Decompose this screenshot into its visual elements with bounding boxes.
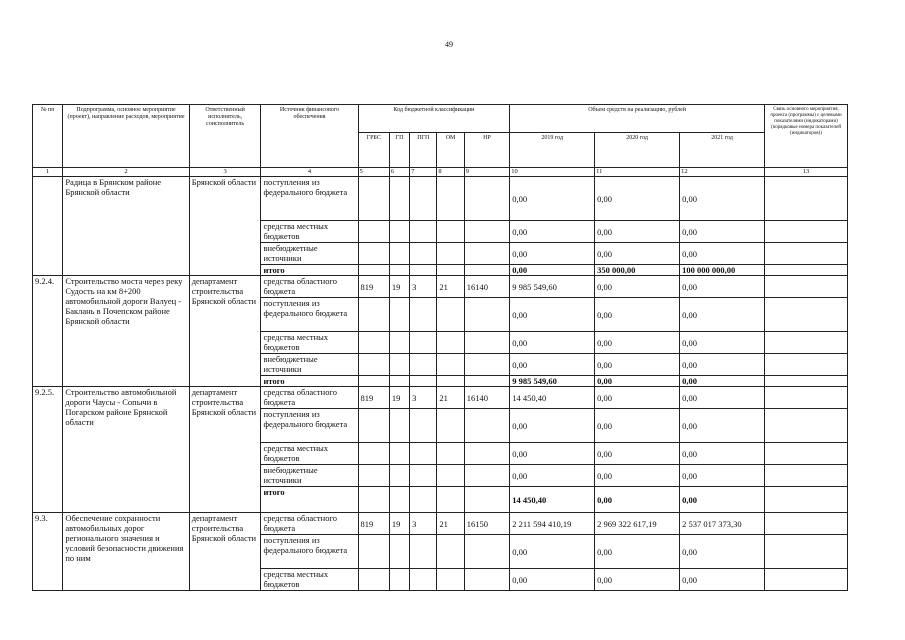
code-pgp [410, 243, 437, 265]
code-om [437, 298, 464, 332]
header-om: ОМ [437, 133, 464, 168]
item-name: Строительство автомобильной дороги Чаусы - Сопычи в Погарском районе Брянской области [63, 387, 189, 513]
item-number [33, 177, 63, 276]
header-2019: 2019 год [510, 133, 595, 168]
header-source: Источник финансового обеспечения [261, 105, 358, 168]
header-2021: 2021 год [680, 133, 765, 168]
amount-y2020: 0,00 [595, 243, 680, 265]
amount-y2021: 0,00 [680, 465, 765, 487]
amount-y2019: 14 450,40 [510, 487, 595, 513]
code-nr [464, 535, 510, 569]
code-nr: 16140 [464, 276, 510, 298]
code-pgp: 3 [410, 276, 437, 298]
code-nr [464, 443, 510, 465]
item-number: 9.2.5. [33, 387, 63, 513]
amount-y2019: 2 211 594 410,19 [510, 513, 595, 535]
amount-y2020: 0,00 [595, 298, 680, 332]
amount-y2021: 0,00 [680, 354, 765, 376]
funding-source: итого [261, 376, 358, 387]
col-number: 5 [358, 168, 389, 177]
table-header [33, 105, 848, 177]
code-grbs [358, 265, 389, 276]
amount-y2020: 350 000,00 [595, 265, 680, 276]
code-gp [389, 465, 409, 487]
amount-y2021: 0,00 [680, 298, 765, 332]
header-pgp: ПГП [410, 133, 437, 168]
amount-y2021: 0,00 [680, 409, 765, 443]
amount-y2021: 100 000 000,00 [680, 265, 765, 276]
amount-y2019: 9 985 549,60 [510, 376, 595, 387]
code-nr [464, 354, 510, 376]
code-gp [389, 487, 409, 513]
col-number: 12 [680, 168, 765, 177]
indicator-link [765, 387, 848, 409]
amount-y2020: 0,00 [595, 569, 680, 591]
funding-source: средства областного бюджета [261, 513, 358, 535]
amount-y2020: 0,00 [595, 276, 680, 298]
funding-source: внебюджетные источники [261, 354, 358, 376]
code-gp [389, 409, 409, 443]
table-row [33, 276, 848, 298]
code-gp: 19 [389, 276, 409, 298]
table-body [33, 177, 848, 591]
table-row [33, 513, 848, 535]
code-nr [464, 487, 510, 513]
code-gp [389, 298, 409, 332]
code-gp [389, 376, 409, 387]
code-gp [389, 177, 409, 221]
amount-y2021: 0,00 [680, 221, 765, 243]
code-grbs [358, 243, 389, 265]
code-nr [464, 243, 510, 265]
amount-y2021: 0,00 [680, 243, 765, 265]
code-gp [389, 221, 409, 243]
code-om [437, 332, 464, 354]
code-om [437, 221, 464, 243]
code-nr [464, 376, 510, 387]
funding-source: средства областного бюджета [261, 276, 358, 298]
item-executor: департамент строительства Брянской области [189, 513, 261, 591]
code-gp [389, 443, 409, 465]
code-gp [389, 354, 409, 376]
col-number: 8 [437, 168, 464, 177]
code-pgp [410, 569, 437, 591]
amount-y2020: 0,00 [595, 354, 680, 376]
indicator-link [765, 569, 848, 591]
amount-y2020: 0,00 [595, 443, 680, 465]
funding-source: итого [261, 487, 358, 513]
item-executor: департамент строительства Брянской области [189, 276, 261, 387]
code-nr [464, 332, 510, 354]
header-grbs: ГРБС [358, 133, 389, 168]
code-om [437, 443, 464, 465]
amount-y2021: 2 537 017 373,30 [680, 513, 765, 535]
code-nr [464, 465, 510, 487]
amount-y2019: 0,00 [510, 332, 595, 354]
indicator-link [765, 465, 848, 487]
header-budget-code: Код бюджетной классификации [358, 105, 510, 133]
amount-y2019: 0,00 [510, 535, 595, 569]
code-pgp: 3 [410, 513, 437, 535]
code-grbs [358, 376, 389, 387]
code-grbs [358, 569, 389, 591]
amount-y2021: 0,00 [680, 443, 765, 465]
funding-source: средства местных бюджетов [261, 443, 358, 465]
code-nr [464, 221, 510, 243]
amount-y2021: 0,00 [680, 177, 765, 221]
indicator-link [765, 177, 848, 221]
col-number: 3 [189, 168, 261, 177]
amount-y2020: 0,00 [595, 376, 680, 387]
code-om [437, 535, 464, 569]
funding-source: поступления из федерального бюджета [261, 535, 358, 569]
budget-table [32, 104, 848, 591]
col-number: 1 [33, 168, 63, 177]
code-gp [389, 265, 409, 276]
code-om [437, 177, 464, 221]
funding-source: поступления из федерального бюджета [261, 298, 358, 332]
code-pgp [410, 409, 437, 443]
amount-y2019: 0,00 [510, 177, 595, 221]
amount-y2020: 0,00 [595, 535, 680, 569]
amount-y2020: 0,00 [595, 177, 680, 221]
item-name: Обеспечение сохранности автомобильных дорог регионального значения и условий безопасности движения по ним [63, 513, 189, 591]
funding-source: поступления из федерального бюджета [261, 409, 358, 443]
code-gp: 19 [389, 513, 409, 535]
indicator-link [765, 298, 848, 332]
code-nr [464, 409, 510, 443]
header-gp: ГП [389, 133, 409, 168]
amount-y2021: 0,00 [680, 569, 765, 591]
code-om [437, 243, 464, 265]
funding-source: поступления из федерального бюджета [261, 177, 358, 221]
code-pgp [410, 177, 437, 221]
code-pgp [410, 465, 437, 487]
code-nr [464, 177, 510, 221]
code-grbs [358, 443, 389, 465]
code-om [437, 265, 464, 276]
code-om [437, 409, 464, 443]
code-pgp: 3 [410, 387, 437, 409]
col-number: 2 [63, 168, 189, 177]
funding-source: средства местных бюджетов [261, 569, 358, 591]
code-grbs [358, 177, 389, 221]
code-nr [464, 569, 510, 591]
indicator-link [765, 409, 848, 443]
indicator-link [765, 243, 848, 265]
amount-y2019: 9 985 549,60 [510, 276, 595, 298]
code-gp: 19 [389, 387, 409, 409]
code-nr [464, 265, 510, 276]
amount-y2020: 0,00 [595, 221, 680, 243]
code-nr: 16150 [464, 513, 510, 535]
code-grbs: 819 [358, 276, 389, 298]
amount-y2020: 0,00 [595, 332, 680, 354]
indicator-link [765, 221, 848, 243]
funding-source: внебюджетные источники [261, 465, 358, 487]
code-pgp [410, 265, 437, 276]
code-grbs [358, 332, 389, 354]
amount-y2021: 0,00 [680, 376, 765, 387]
code-grbs [358, 298, 389, 332]
col-number: 9 [464, 168, 510, 177]
funding-source: средства местных бюджетов [261, 332, 358, 354]
code-nr [464, 298, 510, 332]
amount-y2021: 0,00 [680, 535, 765, 569]
header-no: № пп [33, 105, 63, 168]
amount-y2019: 14 450,40 [510, 387, 595, 409]
code-pgp [410, 487, 437, 513]
code-grbs [358, 354, 389, 376]
amount-y2019: 0,00 [510, 354, 595, 376]
amount-y2021: 0,00 [680, 487, 765, 513]
indicator-link [765, 487, 848, 513]
header-subprogram: Подпрограмма, основное мероприятие (проект), направление расходов, мероприятие [63, 105, 189, 168]
indicator-link [765, 535, 848, 569]
code-grbs [358, 221, 389, 243]
funding-source: итого [261, 265, 358, 276]
amount-y2019: 0,00 [510, 298, 595, 332]
header-2020: 2020 год [595, 133, 680, 168]
code-om [437, 376, 464, 387]
code-om: 21 [437, 513, 464, 535]
code-om [437, 465, 464, 487]
amount-y2019: 0,00 [510, 569, 595, 591]
header-volume: Объем средств на реализацию, рублей [510, 105, 765, 133]
amount-y2020: 0,00 [595, 487, 680, 513]
col-number: 13 [765, 168, 848, 177]
code-grbs [358, 487, 389, 513]
code-pgp [410, 354, 437, 376]
header-executor: Ответственный исполнитель, соисполнитель [189, 105, 261, 168]
amount-y2020: 2 969 322 617,19 [595, 513, 680, 535]
amount-y2019: 0,00 [510, 243, 595, 265]
indicator-link [765, 332, 848, 354]
indicator-link [765, 265, 848, 276]
item-number: 9.2.4. [33, 276, 63, 387]
code-om: 21 [437, 276, 464, 298]
code-pgp [410, 535, 437, 569]
code-pgp [410, 221, 437, 243]
amount-y2019: 0,00 [510, 465, 595, 487]
amount-y2021: 0,00 [680, 332, 765, 354]
funding-source: средства местных бюджетов [261, 221, 358, 243]
code-om [437, 354, 464, 376]
indicator-link [765, 376, 848, 387]
column-numbers-row [33, 168, 848, 177]
code-gp [389, 243, 409, 265]
amount-y2019: 0,00 [510, 265, 595, 276]
col-number: 6 [389, 168, 409, 177]
funding-source: внебюджетные источники [261, 243, 358, 265]
indicator-link [765, 513, 848, 535]
code-gp [389, 569, 409, 591]
code-grbs: 819 [358, 387, 389, 409]
indicator-link [765, 443, 848, 465]
code-pgp [410, 376, 437, 387]
code-om [437, 487, 464, 513]
code-pgp [410, 332, 437, 354]
header-link: Связь основного мероприятия, проекта (программы) с целевыми показателями (индикаторами) (порядковые номера показателей (индикаторов)) [765, 105, 848, 168]
code-pgp [410, 443, 437, 465]
col-number: 4 [261, 168, 358, 177]
code-om [437, 569, 464, 591]
code-gp [389, 535, 409, 569]
item-number: 9.3. [33, 513, 63, 591]
amount-y2020: 0,00 [595, 465, 680, 487]
amount-y2019: 0,00 [510, 409, 595, 443]
code-grbs [358, 465, 389, 487]
amount-y2019: 0,00 [510, 221, 595, 243]
item-name: Радица в Брянском районе Брянской области [63, 177, 189, 276]
code-grbs: 819 [358, 513, 389, 535]
indicator-link [765, 276, 848, 298]
amount-y2020: 0,00 [595, 387, 680, 409]
amount-y2020: 0,00 [595, 409, 680, 443]
item-executor: департамент строительства Брянской области [189, 387, 261, 513]
code-gp [389, 332, 409, 354]
code-pgp [410, 298, 437, 332]
code-nr: 16140 [464, 387, 510, 409]
amount-y2021: 0,00 [680, 387, 765, 409]
item-executor: Брянской области [189, 177, 261, 276]
table-row [33, 387, 848, 409]
col-number: 11 [595, 168, 680, 177]
code-om: 21 [437, 387, 464, 409]
funding-source: средства областного бюджета [261, 387, 358, 409]
code-grbs [358, 535, 389, 569]
col-number: 7 [410, 168, 437, 177]
item-name: Строительство моста через реку Судость на км 8+200 автомобильной дороги Валуец - Баклань в Почепском районе Брянской области [63, 276, 189, 387]
amount-y2019: 0,00 [510, 443, 595, 465]
header-nr: НР [464, 133, 510, 168]
code-grbs [358, 409, 389, 443]
amount-y2021: 0,00 [680, 276, 765, 298]
table-row [33, 177, 848, 221]
page-number: 49 [445, 40, 453, 49]
col-number: 10 [510, 168, 595, 177]
indicator-link [765, 354, 848, 376]
